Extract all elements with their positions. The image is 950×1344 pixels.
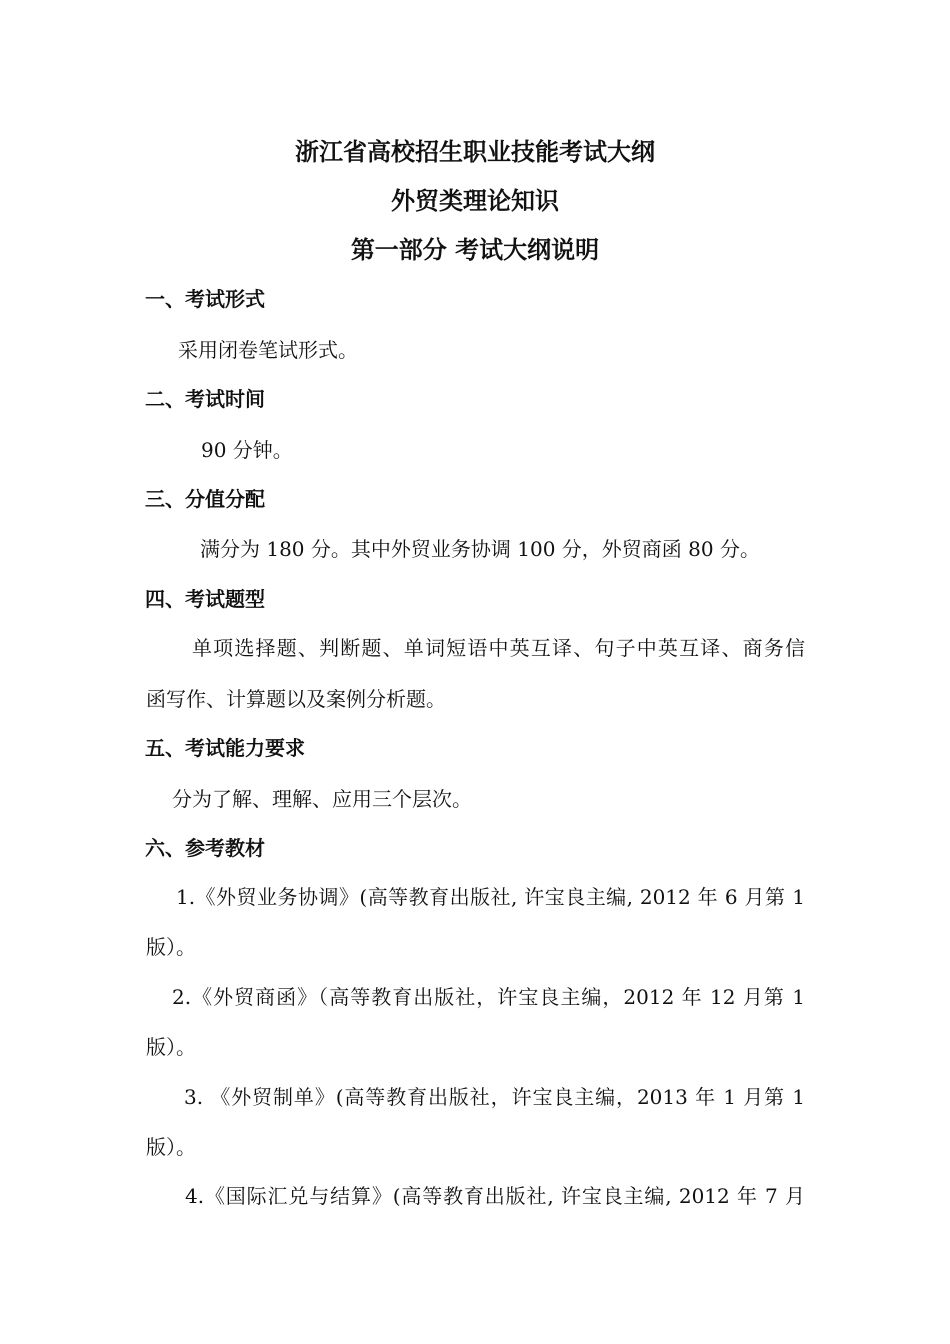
section-body-question-types-line2: 函写作、计算题以及案例分析题。 <box>146 687 446 711</box>
section-heading-exam-time: 二、考试时间 <box>145 387 265 411</box>
reference-item-3-line2: 版）。 <box>146 1135 196 1159</box>
reference-item-4-line1: 4.《国际汇兑与结算》(高等教育出版社, 许宝良主编, 2012 年 7 月 <box>185 1184 805 1208</box>
section-heading-reference-books: 六、参考教材 <box>145 836 265 860</box>
reference-item-1-line1: 1.《外贸业务协调》(高等教育出版社, 许宝良主编, 2012 年 6 月第 1 <box>176 885 805 909</box>
document-title: 浙江省高校招生职业技能考试大纲 <box>295 137 655 166</box>
section-body-score-distribution: 满分为 180 分。其中外贸业务协调 100 分，外贸商函 80 分。 <box>200 537 760 561</box>
reference-item-2-line1: 2.《外贸商函》（高等教育出版社，许宝良主编，2012 年 12 月第 1 <box>172 985 805 1009</box>
section-body-question-types-line1: 单项选择题、判断题、单词短语中英互译、句子中英互译、商务信 <box>192 636 805 660</box>
section-body-ability-requirements: 分为了解、理解、应用三个层次。 <box>172 787 472 811</box>
section-heading-question-types: 四、考试题型 <box>145 587 265 611</box>
section-body-exam-format: 采用闭卷笔试形式。 <box>178 338 358 362</box>
document-subtitle: 外贸类理论知识 <box>391 186 559 215</box>
section-heading-score-distribution: 三、分值分配 <box>145 487 265 511</box>
section-heading-exam-format: 一、考试形式 <box>145 287 265 311</box>
reference-item-1-line2: 版）。 <box>146 935 196 959</box>
reference-item-2-line2: 版）。 <box>146 1035 196 1059</box>
reference-item-3-line1: 3. 《外贸制单》(高等教育出版社，许宝良主编，2013 年 1 月第 1 <box>184 1085 805 1109</box>
part-title: 第一部分 考试大纲说明 <box>350 235 600 264</box>
section-body-exam-time: 90 分钟。 <box>201 438 293 462</box>
section-heading-ability-requirements: 五、考试能力要求 <box>145 736 305 760</box>
